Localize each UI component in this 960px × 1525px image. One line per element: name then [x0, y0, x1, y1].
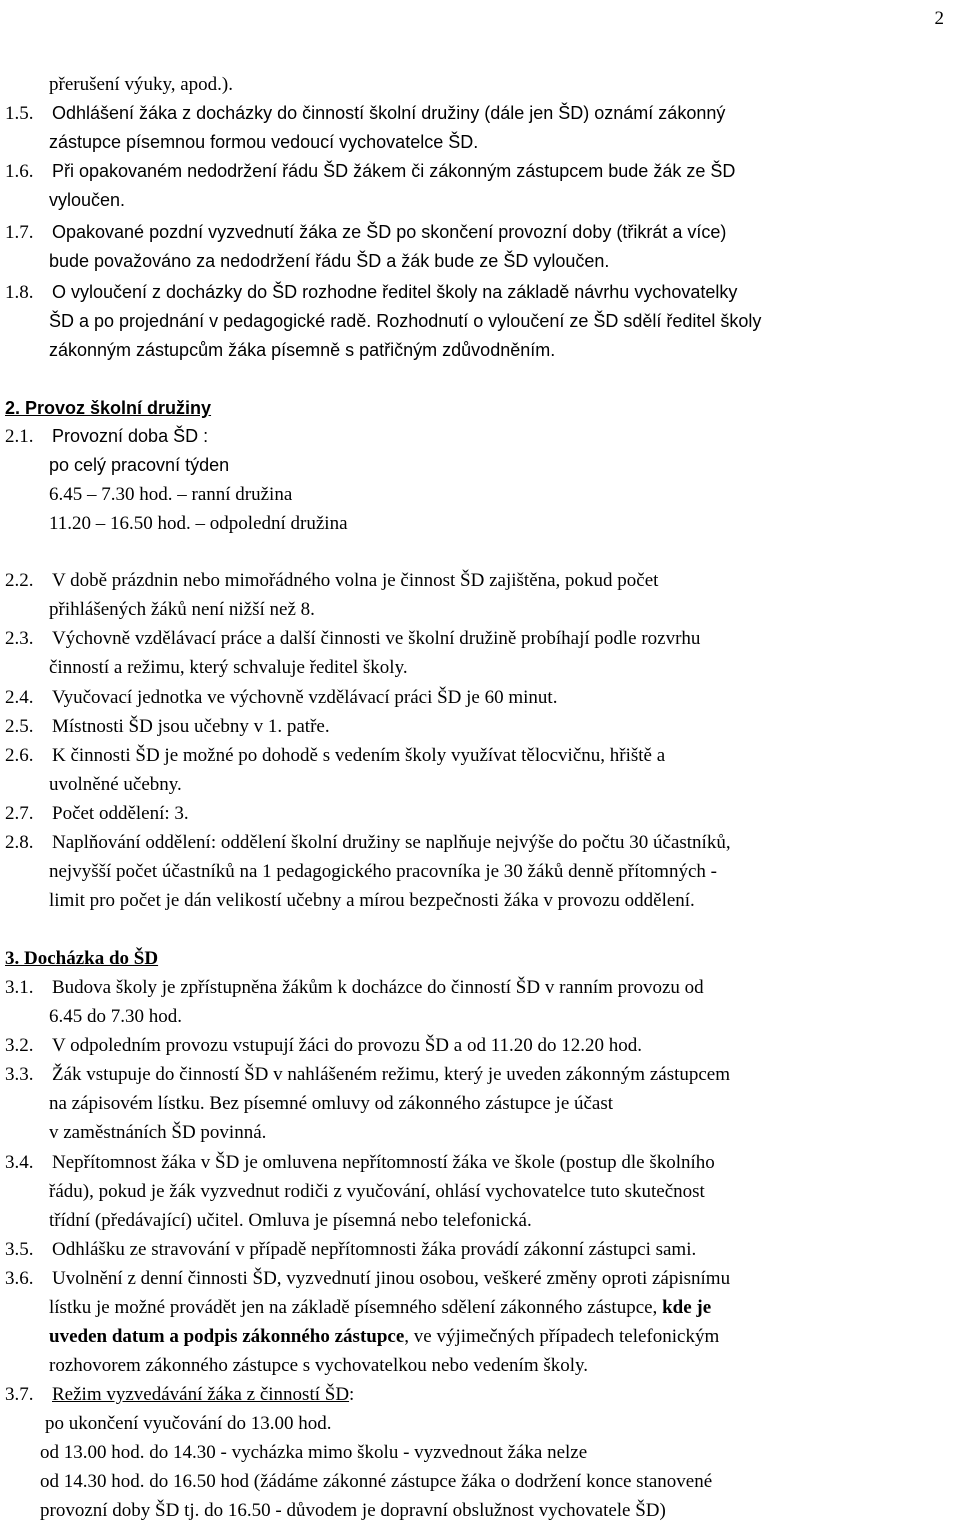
list-item-1-7 [5, 218, 726, 247]
text-line: zástupce písemnou formou vedoucí vychovatelce ŠD. [49, 132, 479, 152]
item-number: 3.1. [5, 977, 34, 998]
text-fragment: , ve výjimečných případech telefonickým [404, 1326, 720, 1347]
list-item-3-3 [5, 1060, 730, 1089]
item-text: Uvolnění z denní činnosti ŠD, vyzvednutí jinou osobou, veškeré změny oproti zápisnímu [52, 1268, 731, 1289]
list-item-2-8 [5, 828, 731, 857]
item-number: 2.4. [5, 687, 34, 708]
list-item-2-2 [5, 566, 658, 595]
list-item-3-1 [5, 973, 704, 1002]
list-item-1-5 [5, 99, 725, 128]
item-number: 2.5. [5, 716, 34, 737]
item-text: Místnosti ŠD jsou učebny v 1. patře. [52, 716, 330, 737]
item-text: V době prázdnin nebo mimořádného volna je činnost ŠD zajištěna, pokud počet [52, 570, 659, 591]
text-line: provozní doby ŠD tj. do 16.50 - důvodem je dopravní obslužnost vychovatele ŠD) [40, 1500, 666, 1521]
text-line: 11.20 – 16.50 hod. – odpolední družina [49, 513, 348, 534]
item-number: 3.6. [5, 1268, 34, 1289]
text-line [49, 1293, 711, 1322]
item-text: V odpoledním provozu vstupují žáci do provozu ŠD a od 11.20 do 12.20 hod. [52, 1035, 642, 1056]
item-number: 1.5. [5, 103, 34, 124]
text-line: uvolněné učebny. [49, 774, 182, 795]
list-item-1-6 [5, 157, 735, 186]
item-text: Provozní doba ŠD : [52, 426, 209, 446]
item-text: Budova školy je zpřístupněna žákům k docházce do činností ŠD v ranním provozu od [52, 977, 704, 998]
text-line: od 13.00 hod. do 14.30 - vycházka mimo školu - vyzvednout žáka nelze [40, 1442, 588, 1463]
text-line: činností a režimu, který schvaluje ředitel školy. [49, 657, 408, 678]
item-number: 1.6. [5, 161, 34, 182]
item-text: Režim vyzvedávání žáka z činností ŠD [52, 1384, 350, 1405]
item-number: 3.7. [5, 1384, 34, 1405]
text-line: od 14.30 hod. do 16.50 hod (žádáme zákonné zástupce žáka o dodržení konce stanovené [40, 1471, 713, 1492]
text-line: po ukončení vyučování do 13.00 hod. [45, 1413, 332, 1434]
list-item-3-6 [5, 1264, 730, 1293]
list-item-3-4 [5, 1148, 715, 1177]
item-text: Naplňování oddělení: oddělení školní družiny se naplňuje nejvýše do počtu 30 účastníků, [52, 832, 731, 853]
text-line: v zaměstnáních ŠD povinná. [49, 1122, 267, 1143]
text-line: na zápisovém lístku. Bez písemné omluvy od zákonného zástupce je účast [49, 1093, 614, 1114]
list-item-1-8 [5, 278, 737, 307]
list-item-2-7 [5, 799, 189, 828]
bold-fragment: uveden datum a podpis zákonného zástupce [49, 1326, 405, 1347]
list-item-2-3 [5, 624, 700, 653]
text-line: ŠD a po projednání v pedagogické radě. Rozhodnutí o vyloučení ze ŠD sdělí ředitel školy [49, 311, 762, 331]
item-number: 2.2. [5, 570, 34, 591]
text-line: přerušení výuky, apod.). [49, 74, 233, 95]
text-fragment: lístku je možné provádět jen na základě písemného sdělení zákonného zástupce, [49, 1297, 663, 1318]
list-item-3-2 [5, 1031, 642, 1060]
item-text: Odhlášku ze stravování v případě nepřítomnosti žáka provádí zákonní zástupci sami. [52, 1239, 697, 1260]
item-text: Opakované pozdní vyzvednutí žáka ze ŠD po skončení provozní doby (třikrát a více) [52, 222, 727, 242]
item-text: Vyučovací jednotka ve výchovně vzdělávací práci ŠD je 60 minut. [52, 687, 558, 708]
text-line: zákonným zástupcům žáka písemně s patřičným zdůvodněním. [49, 340, 556, 360]
section-heading: 3. Docházka do ŠD [5, 948, 159, 969]
item-number: 3.2. [5, 1035, 34, 1056]
text-line: vyloučen. [49, 190, 126, 210]
item-number: 2.3. [5, 628, 34, 649]
list-item-3-5 [5, 1235, 696, 1264]
item-text: Nepřítomnost žáka v ŠD je omluvena nepřítomností žáka ve škole (postup dle školního [52, 1152, 715, 1173]
item-number: 2.6. [5, 745, 34, 766]
item-text: Výchovně vzdělávací práce a další činnosti ve školní družině probíhají podle rozvrhu [52, 628, 701, 649]
text-line: bude považováno za nedodržení řádu ŠD a žák bude ze ŠD vyloučen. [49, 251, 610, 271]
item-text: O vyloučení z docházky do ŠD rozhodne ředitel školy na základě návrhu vychovatelky [52, 282, 738, 302]
list-item-2-5 [5, 712, 330, 741]
page-number: 2 [934, 8, 944, 29]
item-text: Počet oddělení: 3. [52, 803, 189, 824]
item-number: 3.3. [5, 1064, 34, 1085]
text-line: limit pro počet je dán velikostí učebny a mírou bezpečnosti žáka v provozu oddělení. [49, 890, 695, 911]
text-line: přihlášených žáků není nižší než 8. [49, 599, 315, 620]
item-text: K činnosti ŠD je možné po dohodě s vedením školy využívat tělocvičnu, hřiště a [52, 745, 666, 766]
item-text-colon: : [349, 1384, 355, 1405]
bold-fragment: kde je [662, 1297, 712, 1318]
item-text: Odhlášení žáka z docházky do činností školní družiny (dále jen ŠD) oznámí zákonný [52, 103, 726, 123]
item-number: 2.1. [5, 426, 34, 447]
item-number: 3.4. [5, 1152, 34, 1173]
text-line: rozhovorem zákonného zástupce s vychovatelkou nebo vedením školy. [49, 1355, 589, 1376]
text-line: 6.45 do 7.30 hod. [49, 1006, 182, 1027]
list-item-3-7 [5, 1380, 354, 1409]
list-item-2-1 [5, 422, 208, 451]
item-number: 1.7. [5, 222, 34, 243]
item-number: 3.5. [5, 1239, 34, 1260]
item-number: 1.8. [5, 282, 34, 303]
item-text: Při opakovaném nedodržení řádu ŠD žákem či zákonným zástupcem bude žák ze ŠD [52, 161, 736, 181]
item-number: 2.8. [5, 832, 34, 853]
text-line: po celý pracovní týden [49, 455, 230, 475]
text-line: řádu), pokud je žák vyzvednut rodiči z vyučování, ohlásí vychovatelce tuto skutečnost [49, 1181, 705, 1202]
text-line: 6.45 – 7.30 hod. – ranní družina [49, 484, 293, 505]
text-line: třídní (předávající) učitel. Omluva je písemná nebo telefonická. [49, 1210, 532, 1231]
item-text: Žák vstupuje do činností ŠD v nahlášeném režimu, který je uveden zákonným zástupcem [52, 1064, 731, 1085]
item-number: 2.7. [5, 803, 34, 824]
list-item-2-4 [5, 683, 557, 712]
section-heading: 2. Provoz školní družiny [5, 398, 212, 418]
text-line [49, 1322, 719, 1351]
list-item-2-6 [5, 741, 665, 770]
text-line: nejvyšší počet účastníků na 1 pedagogického pracovníka je 30 žáků denně přítomných - [49, 861, 717, 882]
